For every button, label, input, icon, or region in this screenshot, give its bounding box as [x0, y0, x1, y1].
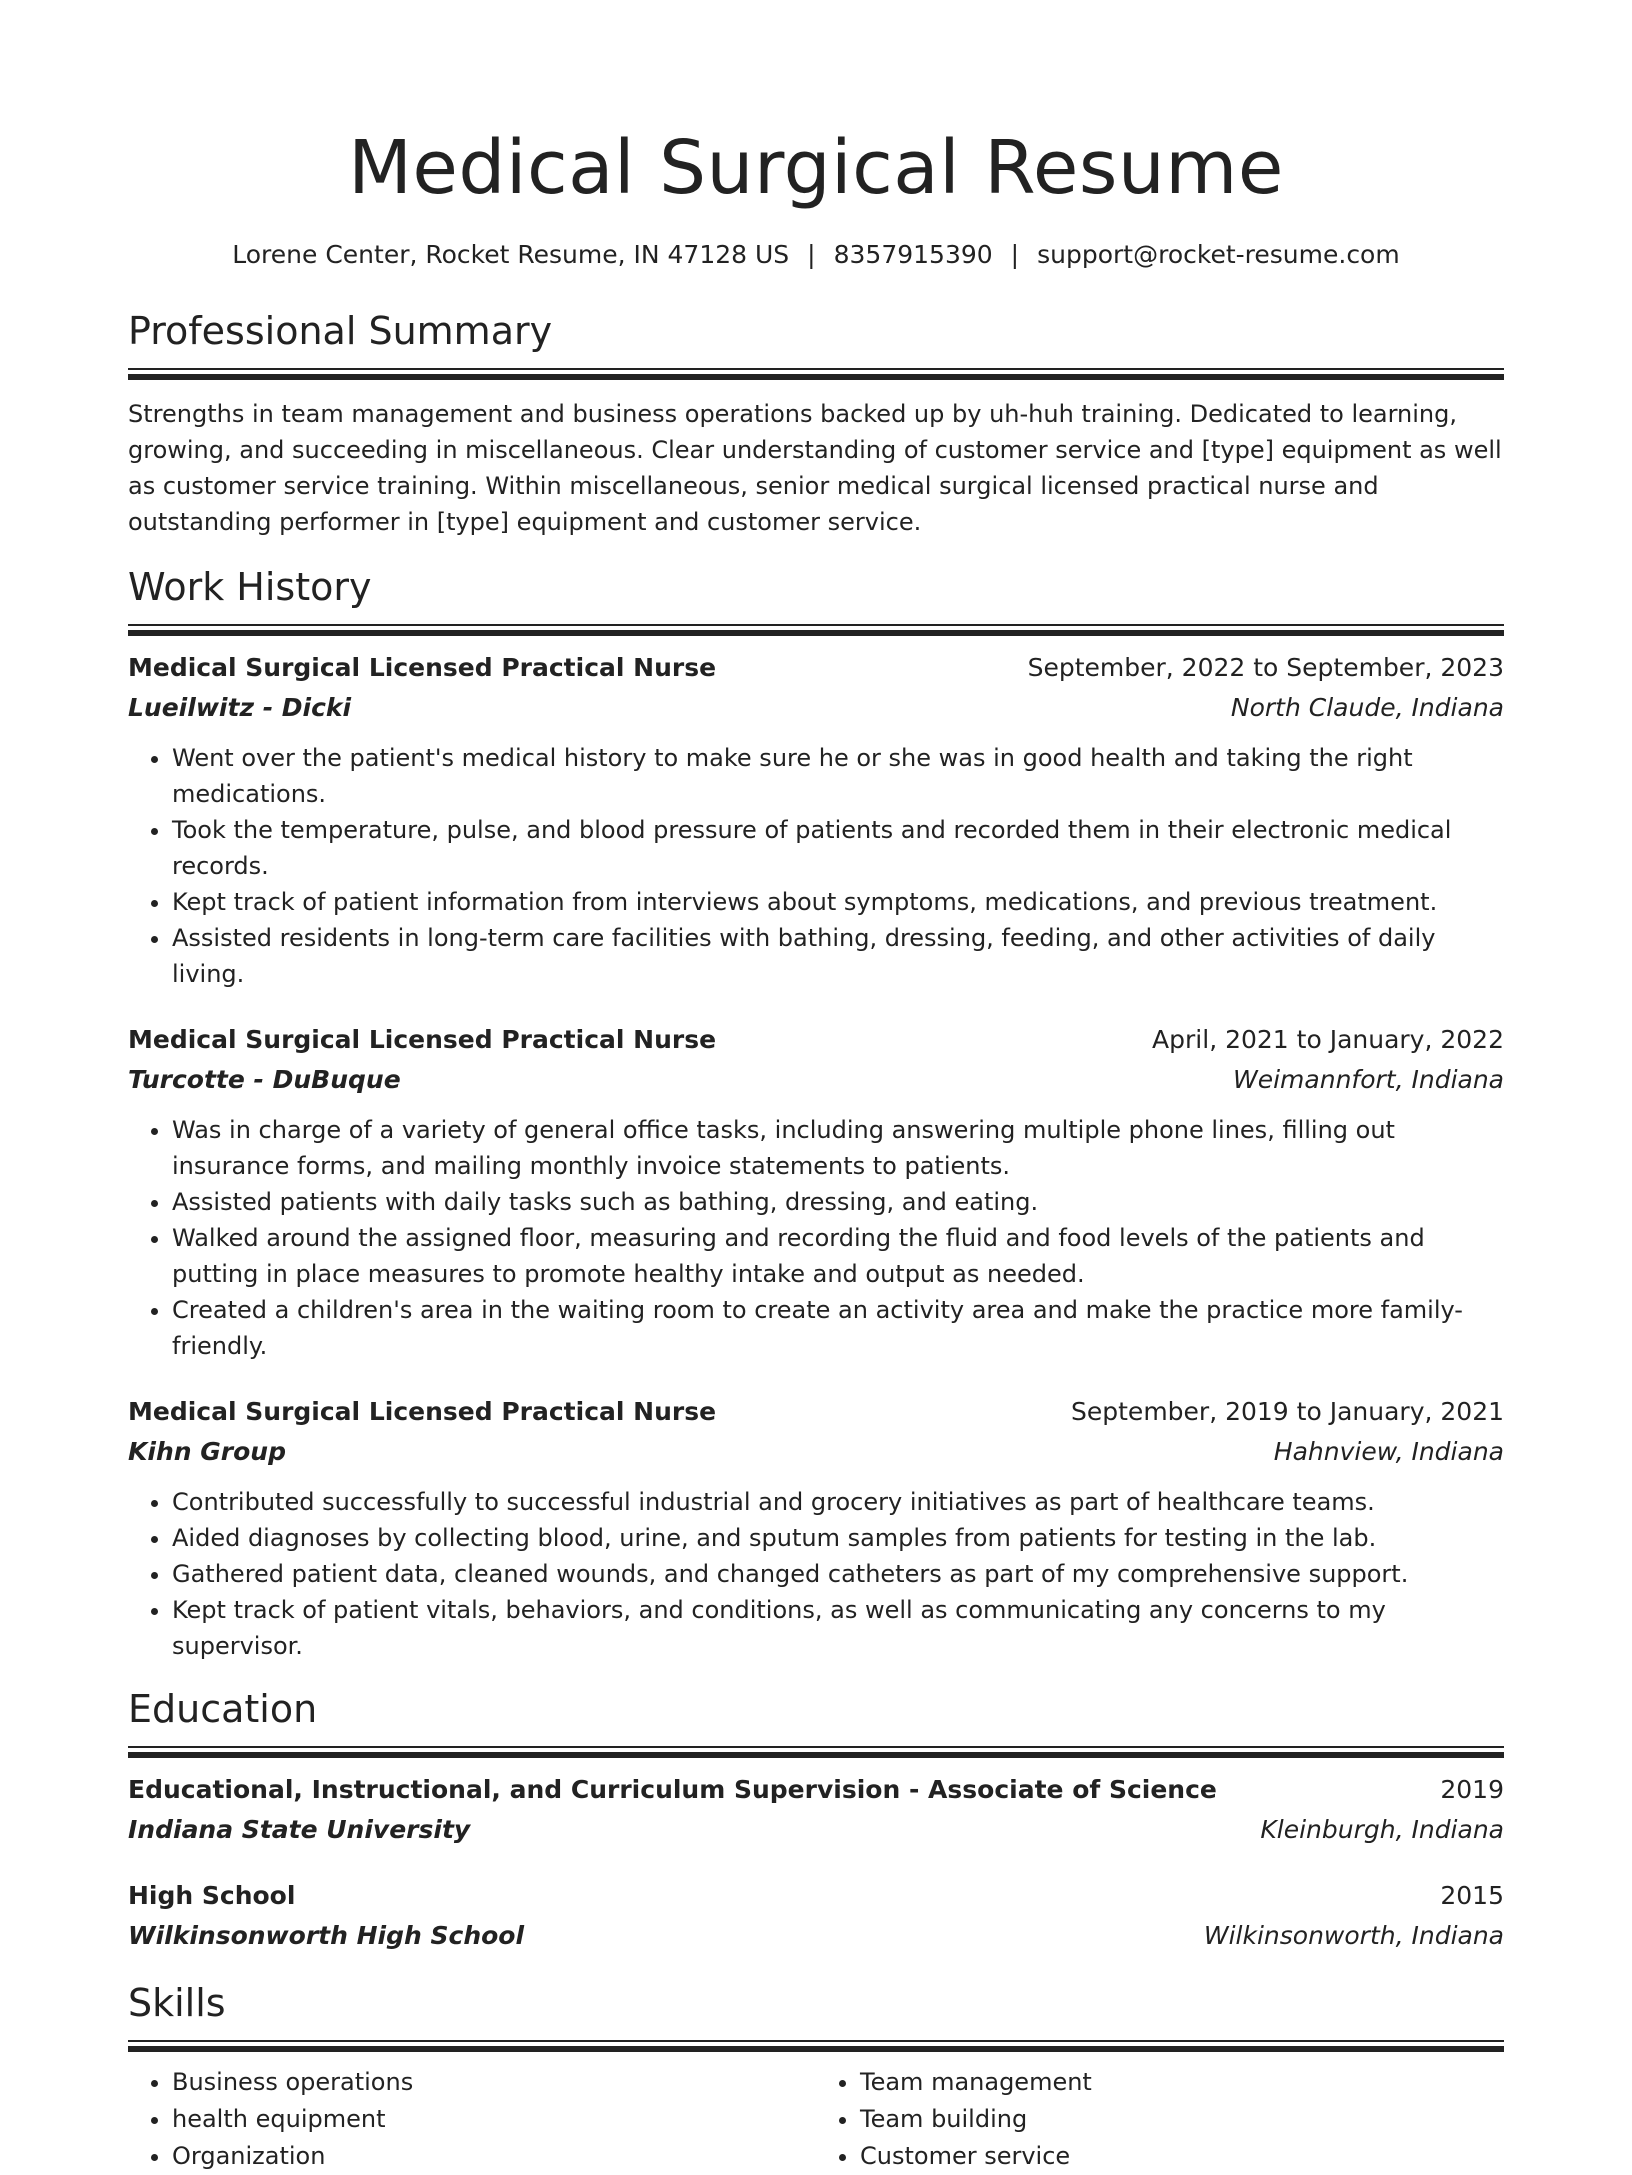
section-divider [128, 368, 1504, 380]
job-dates: September, 2019 to January, 2021 [1071, 1397, 1504, 1426]
list-item: • Went over the patient's medical history to make sure he or she was in good health and taking the right medications. [172, 740, 1504, 812]
resume-title: Medical Surgical Resume [348, 125, 1284, 211]
job-bullets [128, 1484, 1504, 1664]
education-degree: High School [128, 1881, 296, 1910]
job-location: North Claude, Indiana [1230, 693, 1504, 722]
job-entry [128, 650, 1504, 992]
list-item: • Took the temperature, pulse, and blood pressure of patients and recorded them in their electronic medical records. [172, 812, 1504, 884]
education-degree: Educational, Instructional, and Curriculum Supervision - Associate of Science [128, 1775, 1217, 1804]
skill-item: • Customer service [860, 2138, 1504, 2175]
contact-separator: | [807, 240, 816, 269]
job-entry [128, 1394, 1504, 1664]
section-divider [128, 1746, 1504, 1758]
education-location: Wilkinsonworth, Indiana [1203, 1921, 1504, 1950]
section-heading-work: Work History [128, 565, 372, 609]
section-divider [128, 624, 1504, 636]
list-item: • Assisted patients with daily tasks such as bathing, dressing, and eating. [172, 1184, 1504, 1220]
skill-item: • Team management [860, 2064, 1504, 2101]
contact-separator: | [1010, 240, 1020, 269]
skills-left-column [128, 2064, 816, 2175]
skill-item: • Organization [172, 2138, 816, 2175]
education-year: 2015 [1440, 1881, 1504, 1910]
section-divider [128, 2040, 1504, 2052]
work-section [128, 562, 1504, 1664]
summary-section [128, 306, 1504, 540]
list-item: • Kept track of patient information from interviews about symptoms, medications, and previous treatment. [172, 884, 1504, 920]
contact-phone: 8357915390 [833, 240, 993, 269]
list-item: • Aided diagnoses by collecting blood, urine, and sputum samples from patients for testing in the lab. [172, 1520, 1504, 1556]
education-section [128, 1684, 1504, 1954]
job-bullets [128, 740, 1504, 992]
job-title: Medical Surgical Licensed Practical Nurse [128, 653, 717, 682]
list-item: • Walked around the assigned floor, measuring and recording the fluid and food levels of the patients and putting in place measures to promote healthy intake and output as needed. [172, 1220, 1504, 1292]
job-title: Medical Surgical Licensed Practical Nurse [128, 1397, 717, 1426]
skill-item: • Business operations [172, 2064, 816, 2101]
education-year: 2019 [1440, 1775, 1504, 1804]
section-heading-summary: Professional Summary [128, 309, 553, 353]
skill-item: • Team building [860, 2101, 1504, 2138]
list-item: • Created a children's area in the waiting room to create an activity area and make the practice more family-friendly. [172, 1292, 1504, 1364]
skill-item: • health equipment [172, 2101, 816, 2138]
list-item: • Assisted residents in long-term care facilities with bathing, dressing, feeding, and other activities of daily living. [172, 920, 1504, 992]
section-heading-skills: Skills [128, 1981, 226, 2025]
resume-page [128, 0, 1504, 2175]
list-item: • Kept track of patient vitals, behaviors, and conditions, as well as communicating any concerns to my supervisor. [172, 1592, 1504, 1664]
job-company: Kihn Group [128, 1437, 286, 1466]
job-entry [128, 1022, 1504, 1364]
job-dates: April, 2021 to January, 2022 [1152, 1025, 1504, 1054]
job-location: Weimannfort, Indiana [1233, 1065, 1504, 1094]
contact-line [128, 238, 1504, 272]
job-bullets [128, 1112, 1504, 1364]
education-school: Indiana State University [128, 1815, 471, 1844]
job-company: Turcotte - DuBuque [128, 1065, 401, 1094]
section-heading-education: Education [128, 1687, 318, 1731]
list-item: • Was in charge of a variety of general office tasks, including answering multiple phone lines, filling out insurance forms, and mailing monthly invoice statements to patients. [172, 1112, 1504, 1184]
skills-right-column [816, 2064, 1504, 2175]
education-entry [128, 1878, 1504, 1954]
skills-columns [128, 2052, 1504, 2175]
job-location: Hahnview, Indiana [1273, 1437, 1504, 1466]
skills-section [128, 1978, 1504, 2175]
contact-address: Lorene Center, Rocket Resume, IN 47128 US [232, 240, 790, 269]
education-location: Kleinburgh, Indiana [1260, 1815, 1504, 1844]
education-school: Wilkinsonworth High School [128, 1921, 525, 1950]
education-entry [128, 1772, 1504, 1848]
summary-text: Strengths in team management and business operations backed up by uh-huh training. Dedicated to learning, growing, and succeeding in miscellaneous. Clear understanding of customer service and [type] equipment as well as customer service training. Within miscellaneous, senior medical surgical licensed practical nurse and outstanding performer in [type] equipment and customer service. [128, 400, 1502, 536]
list-item: • Gathered patient data, cleaned wounds, and changed catheters as part of my comprehensive support. [172, 1556, 1504, 1592]
job-company: Lueilwitz - Dicki [128, 693, 352, 722]
job-dates: September, 2022 to September, 2023 [1027, 653, 1504, 682]
job-title: Medical Surgical Licensed Practical Nurse [128, 1025, 717, 1054]
list-item: • Contributed successfully to successful industrial and grocery initiatives as part of healthcare teams. [172, 1484, 1504, 1520]
contact-email[interactable]: support@rocket-resume.com [1037, 240, 1400, 269]
